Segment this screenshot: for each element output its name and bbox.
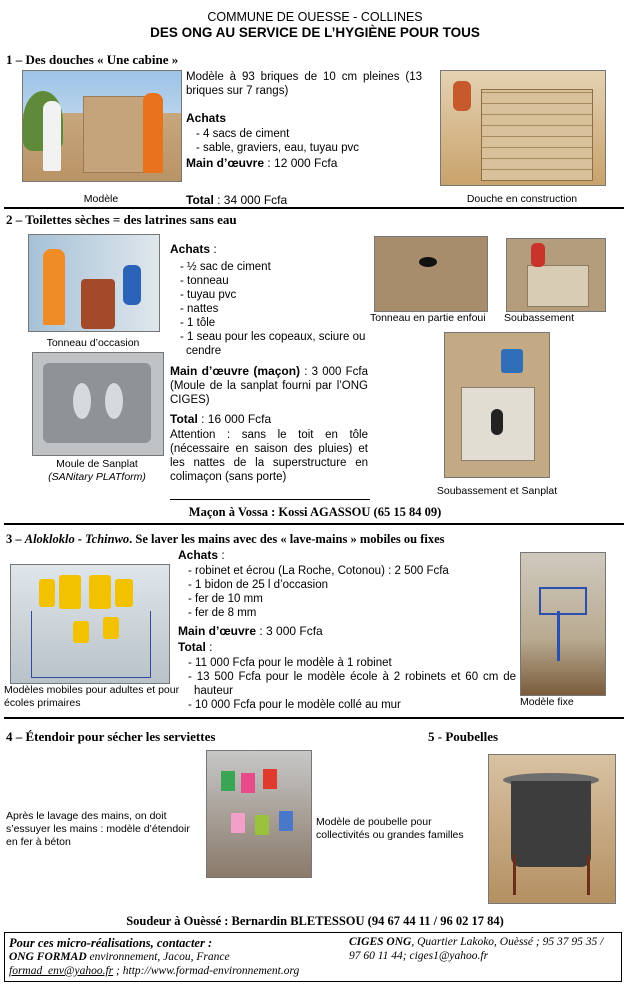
jerrycan-shape: [39, 579, 55, 607]
section2-heading: 2 – Toilettes sèches = des latrines sans eau: [6, 212, 237, 227]
formad-email-link[interactable]: formad_env@yahoo.fr: [9, 964, 114, 977]
section2-achats: [170, 242, 217, 257]
list-item: - ½ sac de ciment: [176, 260, 368, 274]
jerrycan-shape: [59, 575, 81, 609]
list-item: - fer de 10 mm: [184, 592, 510, 606]
caption-moule: [26, 458, 168, 484]
section1-description: Modèle à 93 briques de 10 cm pleines (13 briques sur 7 rangs): [186, 71, 422, 98]
total-label: Total: [178, 640, 206, 654]
section1-total: [186, 193, 287, 208]
main-oeuvre-label: Main d’œuvre: [186, 156, 265, 170]
achats-colon: :: [218, 548, 225, 562]
footprint-shape: [105, 383, 123, 419]
hole-shape: [419, 257, 437, 267]
section3-main-oeuvre: [178, 624, 323, 639]
section3-total: [178, 640, 212, 655]
section2-attention: Attention : sans le toit en tôle (nécessaire en saison des pluies) et les nattes de la superstructure en colimaçon (sans porte): [170, 429, 368, 484]
heading-number: 3 –: [6, 532, 25, 546]
welder-info: Soudeur à Ouèssé : Bernardin BLETESSOU (94 67 44 11 / 96 02 17 84): [126, 914, 504, 928]
total-label: Total: [186, 193, 214, 207]
caption-moule-title: Moule de Sanplat: [56, 458, 138, 470]
stand-shape: [31, 611, 151, 678]
section4-heading: 4 – Étendoir pour sécher les serviettes: [6, 729, 216, 744]
contact-right: [349, 936, 617, 964]
section3-achats: [178, 548, 225, 563]
formad-line: [9, 951, 339, 965]
ciges-name: CIGES ONG: [349, 936, 412, 948]
person-figure: [123, 265, 141, 305]
caption-soubassement: Soubassement: [504, 312, 575, 324]
section2-achats-list: [176, 260, 368, 358]
list-item: - 11 000 Fcfa pour le modèle à 1 robinet: [184, 656, 516, 670]
ciges-rest: , Quartier Lakoko, Ouèssé ; 95 37 95 35 / 97 60 11 44; ciges1@yahoo.fr: [349, 936, 604, 962]
section1-main-oeuvre: [186, 156, 337, 171]
list-item: - tonneau: [176, 274, 368, 288]
bin-leg-shape: [587, 855, 590, 895]
formad-web: ; http://www.formad-environnement.org: [113, 964, 300, 977]
caption-mobiles: Modèles mobiles pour adultes et pour écoles primaires: [4, 684, 180, 709]
jerrycan-shape: [89, 575, 111, 609]
total-colon: :: [205, 640, 213, 654]
towel-shape: [279, 811, 293, 831]
section4-text: Après le lavage des mains, on doit s’essuyer les mains : modèle d’étendoir en fer à béton: [6, 810, 190, 848]
heading-italic: Alokloklo - Tchinwo: [24, 532, 130, 546]
photo-mobile-handwash: [10, 564, 170, 684]
person-figure: [531, 243, 545, 267]
mould-shape: [43, 363, 151, 443]
caption-tonneau: Tonneau d’occasion: [46, 337, 140, 349]
heading-rest: . Se laver les mains avec des « lave-mains » mobiles ou fixes: [129, 532, 445, 546]
wall-basket-shape: [539, 587, 587, 615]
header-title: DES ONG AU SERVICE DE L’HYGIÈNE POUR TOUS: [150, 25, 480, 40]
towel-shape: [221, 771, 235, 791]
list-item: - nattes: [176, 302, 368, 316]
main-oeuvre-label: Main d’œuvre (maçon): [170, 364, 301, 378]
person-figure: [143, 93, 163, 173]
foundation-shape: [527, 265, 589, 307]
header-commune: COMMUNE DE OUESSE - COLLINES: [207, 10, 423, 24]
list-item: - tuyau pvc: [176, 288, 368, 302]
mason-underline: [170, 499, 370, 500]
divider: [4, 207, 624, 209]
contact-intro: Pour ces micro-réalisations, contacter :: [9, 936, 213, 950]
photo-foundation: [506, 238, 606, 312]
footprint-shape: [73, 383, 91, 419]
photo-sanplat-mould: [32, 352, 164, 456]
main-oeuvre-value: : 12 000 Fcfa: [264, 156, 338, 170]
list-item: - robinet et écrou (La Roche, Cotonou) : 2 500 Fcfa: [184, 564, 510, 578]
contact-box: [4, 932, 622, 982]
photo-towel-rack: [206, 750, 312, 878]
total-value: : 16 000 Fcfa: [197, 412, 272, 426]
photo-bin: [488, 754, 616, 904]
section1-achats-list: [192, 127, 422, 155]
main-oeuvre-value: : 3 000 Fcfa: [256, 624, 323, 638]
total-label: Total: [170, 412, 198, 426]
divider: [4, 523, 624, 525]
towel-shape: [263, 769, 277, 789]
bucket-shape: [501, 349, 523, 373]
section3-totals-list: [184, 656, 516, 712]
formad-contacts: [9, 965, 339, 979]
list-item: - sable, graviers, eau, tuyau pvc: [192, 141, 422, 155]
bin-leg-shape: [513, 855, 516, 895]
section1-achats-label: Achats: [186, 111, 227, 125]
section5-text: Modèle de poubelle pour collectivités ou grandes familles: [316, 816, 464, 841]
main-oeuvre-label: Main d’œuvre: [178, 624, 257, 638]
formad-name: ONG FORMAD: [9, 951, 87, 963]
shower-wall-shape: [83, 96, 145, 173]
caption-construction: Douche en construction: [466, 193, 578, 205]
section2-main-oeuvre: [170, 364, 368, 407]
photo-barrel: [28, 234, 160, 332]
brick-wall-shape: [481, 89, 593, 181]
mason-info: Maçon à Vossa : Kossi AGASSOU (65 15 84 09): [188, 505, 442, 519]
caption-moule-subtitle: (SANitary PLATform): [48, 470, 146, 483]
bin-body-shape: [511, 781, 591, 867]
keyhole-shape: [491, 409, 503, 435]
barrel-shape: [81, 279, 115, 329]
main-oeuvre-text: : 3 000 Fcfa (Moule de la sanplat fourni par l’ONG CIGES): [170, 366, 368, 407]
list-item: - 1 bidon de 25 l d’occasion: [184, 578, 510, 592]
caption-enfoui: Tonneau en partie enfoui: [370, 312, 486, 324]
contact-left: [9, 936, 339, 979]
list-item: - 1 seau pour les copeaux, sciure ou cendre: [176, 330, 368, 358]
list-item: - 10 000 Fcfa pour le modèle collé au mur: [184, 698, 516, 712]
pipe-shape: [557, 611, 560, 661]
section3-achats-list: [184, 564, 510, 620]
caption-fixe: Modèle fixe: [520, 696, 574, 708]
formad-rest: environnement, Jacou, France: [86, 951, 230, 963]
caption-sanplat: Soubassement et Sanplat: [436, 485, 558, 497]
section2-total: [170, 412, 271, 427]
section1-heading: 1 – Des douches « Une cabine »: [6, 52, 179, 67]
photo-shower-model: [22, 70, 182, 182]
list-item: - 4 sacs de ciment: [192, 127, 422, 141]
towel-shape: [241, 773, 255, 793]
photo-fixed-handwash: [520, 552, 606, 696]
towel-shape: [231, 813, 245, 833]
person-figure: [453, 81, 471, 111]
achats-label: Achats: [178, 548, 219, 562]
person-figure: [43, 249, 65, 325]
jerrycan-shape: [115, 579, 133, 607]
list-item: - fer de 8 mm: [184, 606, 510, 620]
achats-label: Achats: [170, 242, 211, 256]
section3-heading: [6, 532, 445, 547]
total-value: : 34 000 Fcfa: [213, 193, 288, 207]
photo-shower-construction: [440, 70, 606, 186]
person-figure: [43, 101, 61, 171]
list-item: - 1 tôle: [176, 316, 368, 330]
section5-heading: 5 - Poubelles: [428, 729, 499, 744]
caption-model: Modèle: [83, 193, 119, 205]
list-item: - 13 500 Fcfa pour le modèle école à 2 robinets et 60 cm de hauteur: [184, 670, 516, 698]
photo-sanplat: [444, 332, 550, 478]
towel-shape: [255, 815, 269, 835]
divider: [4, 717, 624, 719]
photo-barrel-buried: [374, 236, 488, 312]
achats-colon: :: [210, 242, 217, 256]
